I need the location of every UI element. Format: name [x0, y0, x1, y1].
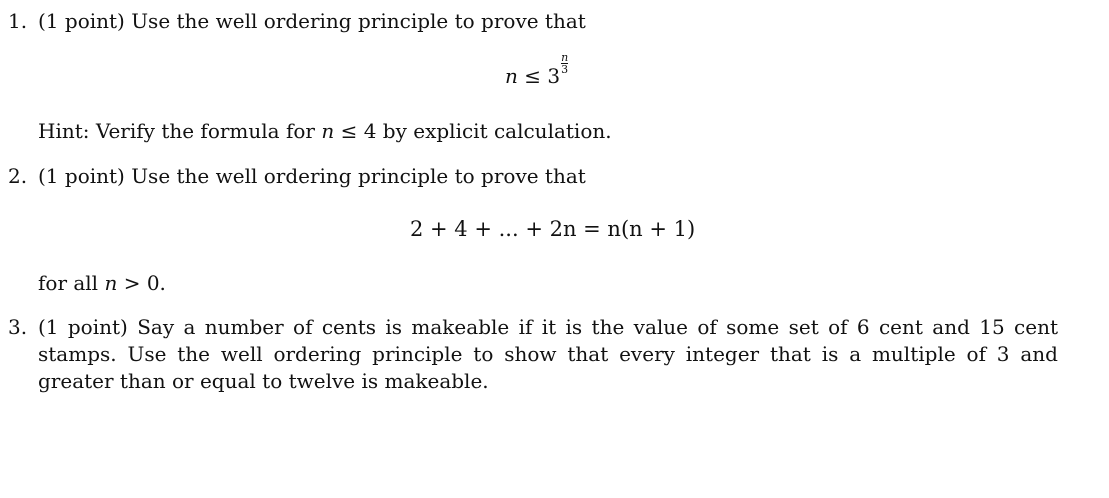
problem-2-number: 2.: [8, 164, 28, 188]
problem-1-number: 1.: [8, 9, 28, 33]
problem-3-statement: (1 point) Say a number of cents is makeable if it is the value of some set of 6 cent and 15 cent stamps. Use the well ordering principle to show that every integer that is a multiple of 3 and greater than or equal to twelve is makeable.: [38, 315, 1058, 393]
problem-3-number: 3.: [8, 315, 28, 339]
problem-2-statement: (1 point) Use the well ordering principle to prove that: [38, 164, 586, 188]
hint-text-after: by explicit calculation.: [382, 119, 612, 143]
hint-value: 4: [363, 119, 377, 143]
problem-1-statement: (1 point) Use the well ordering principle to prove that: [38, 9, 586, 33]
condition-math-var: n: [104, 271, 118, 295]
hint-relation: ≤: [340, 119, 358, 143]
condition-text: for all: [38, 271, 99, 295]
eq1-exponent-fraction: [561, 53, 568, 74]
eq1-lhs: n: [505, 64, 518, 88]
eq1-exp-numerator: n: [561, 51, 569, 64]
hint-math-var: n: [321, 119, 335, 143]
problem-2-equation: 2 + 4 + ... + 2n = n(n + 1): [410, 217, 696, 241]
problem-1-equation: [505, 51, 569, 90]
eq1-exp-denominator: 3: [561, 63, 569, 76]
condition-value: 0.: [146, 271, 166, 295]
eq1-relation: ≤: [524, 64, 542, 88]
problem-1-hint: [38, 118, 612, 145]
problem-2-condition: [38, 270, 166, 297]
eq1-base: 3: [547, 64, 561, 88]
condition-relation: >: [123, 271, 141, 295]
hint-text-before: Verify the formula for: [95, 119, 315, 143]
hint-label: Hint:: [38, 119, 90, 143]
